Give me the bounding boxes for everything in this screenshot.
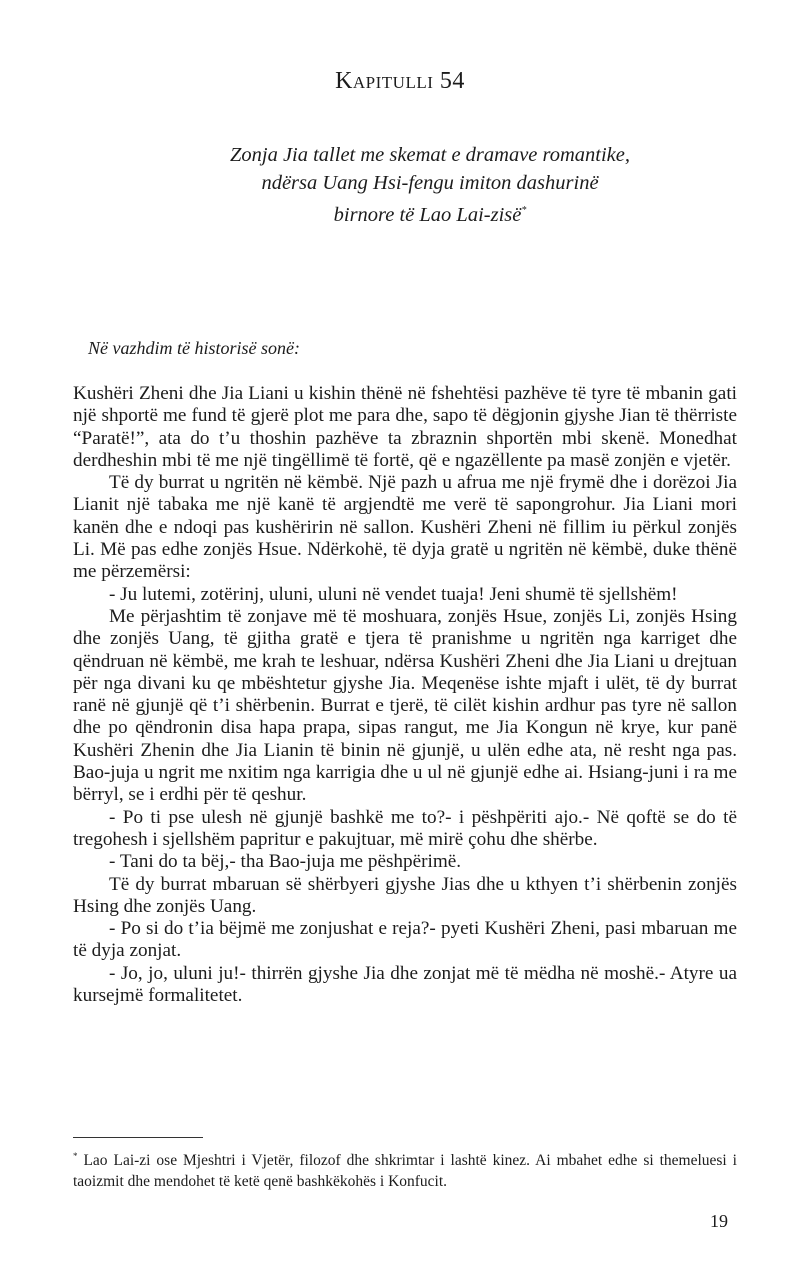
footnote-text: Lao Lai-zi ose Mjeshtri i Vjetër, filozof dhe shkrimtar i lashtë kinez. Ai mbahet edhe si themeluesi i taoizmit dhe mendohet të ketë qenë bashkëkohës i Konfucit. bbox=[73, 1152, 737, 1191]
page-number: 19 bbox=[710, 1211, 728, 1231]
subtitle-footnote-mark: * bbox=[521, 205, 527, 216]
paragraph: Të dy burrat mbaruan së shërbyeri gjyshe Jias dhe u kthyen t’i shërbenin zonjës Hsing dhe zonjës Uang. bbox=[73, 873, 737, 917]
chapter-word: Kapitulli bbox=[335, 68, 434, 94]
subtitle-line-3-wrap bbox=[160, 197, 700, 229]
paragraph: - Po ti pse ulesh në gjunjë bashkë me to?- i pëshpëriti ajo.- Në qoftë se do të tregohesh i sjellshëm papritur e pakujtuar, më mirë çohu dhe shërbe. bbox=[73, 806, 737, 850]
paragraph: Me përjashtim të zonjave më të moshuara, zonjës Hsue, zonjës Li, zonjës Hsing dhe zonjës Uang, të gjitha gratë e tjera të pranishme u ngritën nga karriget dhe qëndruan në këmbë, me krah te leshuar, ndërsa Kushëri Zheni dhe Jia Liani u drejtuan për nga divani ku qe mbështetur gjyshe Jia. Meqenëse ishte mjaft i ulët, të dy burrat ranë në gjunjë që t’i shërbenin. Burrat e tjerë, të cilët kishin ardhur pas tyre në sallon dhe po qëndronin disa hapa prapa, sipas rangut, me Jia Kongun në krye, kur panë Kushëri Zhenin dhe Jia Lianin të binin në gjunjë, u ulën edhe ata, në resht nga pas. Bao-juja u ngrit me nxitim nga karrigia dhe u ul në gjunjë edhe ai. Hsiang-juni i ra me bërryl, se i erdhi për të qeshur. bbox=[73, 605, 737, 806]
footnote bbox=[73, 1146, 737, 1192]
paragraph: Kushëri Zheni dhe Jia Liani u kishin thënë në fshehtësi pazhëve të tyre të mbanin gati një shportë me fund të gjerë plot me para dhe, sapo të dëgjonin gjyshe Jian të thërriste “Paratë!”, ata do t’u thoshin pazhëve ta zbraznin shportën mbi skenë. Monedhat derdheshin mbi të me një tingëllimë të fortë, që e ngazëllente pa masë zonjën e vjetër. bbox=[73, 383, 737, 471]
paragraph: - Jo, jo, uluni ju!- thirrën gjyshe Jia dhe zonjat më të mëdha në moshë.- Atyre ua kursejmë formalitetet. bbox=[73, 962, 737, 1007]
paragraph: Të dy burrat u ngritën në këmbë. Një pazh u afrua me një frymë dhe i dorëzoi Jia Lianit një tabaka me një kanë të argjendtë me verë të sapongrohur. Jia Liani mori kanën dhe e ndoqi pas kushëririn në sallon. Kushëri Zheni në fillim iu përkul zonjës Li. Më pas edhe zonjës Hsue. Ndërkohë, të dyja gratë u ngritën në këmbë, duke thënë me përzemërsi: bbox=[73, 472, 737, 583]
paragraph: - Ju lutemi, zotërinj, uluni, uluni në vendet tuaja! Jeni shumë të sjellshëm! bbox=[109, 583, 678, 605]
subtitle-line-1: Zonja Jia tallet me skemat e dramave romantike, bbox=[229, 144, 631, 166]
chapter-number: 54 bbox=[439, 68, 465, 94]
subtitle-line-3: birnore të Lao Lai-zisë bbox=[333, 203, 522, 226]
footnote-divider bbox=[73, 1137, 203, 1138]
paragraph: - Tani do ta bëj,- tha Bao-juja me pëshpërimë. bbox=[109, 851, 462, 873]
chapter-body bbox=[73, 383, 737, 1007]
footnote-mark: * bbox=[73, 1151, 78, 1161]
intro-line: Në vazhdim të historisë sonë: bbox=[88, 338, 300, 358]
chapter-subtitle bbox=[160, 141, 700, 229]
paragraph: - Po si do t’ia bëjmë me zonjushat e reja?- pyeti Kushëri Zheni, pasi mbaruan me të dyja zonjat. bbox=[73, 918, 737, 962]
subtitle-line-2: ndërsa Uang Hsi-fengu imiton dashurinë bbox=[261, 172, 599, 194]
chapter-heading bbox=[0, 68, 800, 95]
